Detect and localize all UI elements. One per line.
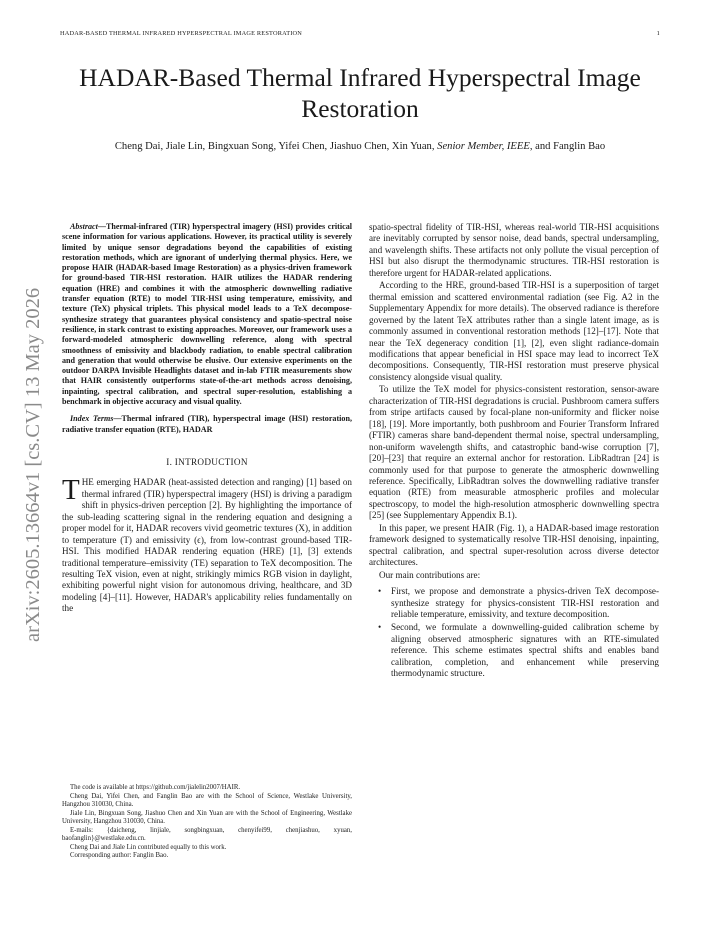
footnote-corresponding-author: Corresponding author: Fanglin Bao.	[70, 852, 169, 859]
list-item	[378, 622, 659, 679]
footnote-affiliation-engineering: Jiale Lin, Bingxuan Song, Jiashuo Chen and Xin Yuan are with the School of Engineering, Westlake University, Hangzhou 310030, China.	[62, 809, 352, 825]
body-paragraph: spatio-spectral fidelity of TIR-HSI, whereas real-world TIR-HSI acquisitions are inevitably corrupted by sensor noise, dead bands, spectral undersampling, and wavelength shifts. These artifacts not only pollute the visual perception of HSI but also disrupt the thermodynamic structures. TIR-HSI restoration is therefore urgent for HADAR-related applications.	[369, 222, 659, 278]
author-last: , and Fanglin Bao	[529, 141, 606, 152]
author-names: Cheng Dai, Jiale Lin, Bingxuan Song, Yifei Chen, Jiashuo Chen, Xin Yuan,	[114, 141, 435, 152]
right-column	[369, 222, 659, 682]
intro-paragraph	[62, 474, 352, 614]
arxiv-stamp: arXiv:2605.13664v1 [cs.CV] 13 May 2026	[22, 287, 44, 642]
page-number: 1	[656, 30, 660, 37]
running-title: HADAR-BASED THERMAL INFRARED HYPERSPECTRAL IMAGE RESTORATION	[60, 30, 303, 37]
author-list	[60, 140, 660, 154]
footnotes	[62, 784, 352, 861]
contributions-intro: Our main contributions are:	[379, 569, 481, 580]
index-terms	[62, 414, 352, 435]
index-terms-label: Index Terms	[70, 414, 114, 424]
footnote-emails: E-mails: {daicheng, linjiale, songbingxuan, chenyifei99, chenjiashuo, xyuan, baofanglin}@westlake.edu.cn.	[62, 826, 352, 842]
abstract-label: Abstract	[70, 222, 98, 231]
abstract-text: —Thermal-infrared (TIR) hyperspectral imagery (HSI) provides critical scene information for various applications. However, its practical utility is severely limited by unique sensor degradations beyond the capabilities of existing restoration methods, which are ignorant of underlying thermal physics. Here, we propose HAIR (HADAR-based Image Restoration) as a physics-driven framework for ground-based TIR-HSI restoration. HAIR utilizes the HADAR rendering equation (HRE) and combines it with the atmospheric downwelling radiative transfer equation (RTE) to model TIR-HSI using temperature, emissivity, and texture (TeX) physical triplets. This physical model leads to a TeX decompose-synthesize strategy that guarantees physical consistency and spatio-spectral noise resilience, in stark contrast to existing approaches. Moreover, our framework uses a forward-modeled atmospheric downwelling reference, along with spectral smoothness of emissivity and blackbody radiation, to enable spectral calibration and generation that would otherwise be elusive. Our extensive experiments on the outdoor DARPA Invisible Headlights dataset and in-lab FTIR measurements show that HAIR consistently outperforms state-of-the-art methods across denoising, inpainting, spectral calibration, and spectral super-resolution, establishing a benchmark in objective accuracy and visual quality.	[62, 222, 352, 407]
bullet-icon: •	[378, 622, 382, 633]
running-header	[60, 30, 660, 37]
footnote-code: The code is available at https://github.com/jialelin2007/HAIR.	[70, 784, 241, 791]
body-paragraph: To utilize the TeX model for physics-consistent restoration, sensor-aware characterization of TIR-HSI degradations is crucial. Pushbroom camera suffers from stripe artifacts caused by focal-plane non-uniformity and flicker noise [18], [19]. More importantly, both pushbroom and Fourier Transform Infrared (FTIR) cameras share band-dependent thermal noise, spectral undersampling, non-uniform wavelength shifts, and catastrophic band-wise corruption [7], [20]–[23] that require an external anchor for restoration. LibRadtran [24] is commonly used for that purpose to generate the atmospheric downwelling reference. Specifically, LibRadtran solves the downwelling radiative transfer equation (RTE) from measurable atmospheric profiles and molecular spectroscopy, to model the high-resolution atmospheric downwelling spectra [25] (see Supplementary Appendix B.1).	[369, 384, 659, 521]
contribution-text: Second, we formulate a downwelling-guided calibration scheme by aligning observed atmospheric signatures with an RTE-simulated reference. This scheme estimates spectral shifts and enables band calibration, completion, and enhancement while preserving thermodynamic structure.	[391, 622, 659, 679]
paper-title: HADAR-Based Thermal Infrared Hyperspectral Image Restoration	[79, 63, 641, 123]
section-heading-introduction: I. INTRODUCTION	[166, 456, 248, 467]
list-item	[378, 586, 659, 620]
left-column	[62, 222, 352, 615]
intro-text: HE emerging HADAR (heat-assisted detection and ranging) [1] based on thermal infrared (TIR) hyperspectral imagery (HSI) is driving a paradigm shift in physics-driven perception [2]. By highlighting the importance of the sub-leading scattering signal in the rendering equation and designing a proper model for it, HADAR recovers vivid geometric textures (X), in addition to temperature (T) and emissivity (ϵ), from low-contrast ground-based TIR-HSI. This modified HADAR rendering equation (HRE) [1], [3] extends traditional temperature–emissivity (TE) separation to TeX decomposition. The resulting TeX vision, even at night, strikingly mimics RGB vision in daylight, exhibiting powerful night vision for autonomous driving, healthcare, and 3D modeling [4]–[11]. However, HADAR's applicability relies fundamentally on the	[62, 477, 352, 614]
body-paragraph: According to the HRE, ground-based TIR-HSI is a superposition of target thermal emission and scattered environmental radiation (see Fig. A2 in the Supplementary Appendix for more details). The observed radiance is therefore governed by the latent TeX attributes rather than a single latent image, as is commonly assumed in conventional restoration methods [12]–[17]. Note that near the TeX degeneracy condition [1], [2], even slight radiance-domain modifications that appear beneficial in HSI space may lead to incorrect TeX decompositions. Consequently, TIR-HSI restoration must preserve physical consistency alongside visual quality.	[369, 280, 659, 382]
body-paragraph: In this paper, we present HAIR (Fig. 1), a HADAR-based image restoration framework designed to systematically resolve TIR-HSI denoising, inpainting, spectral calibration, and spectral super-resolution across diverse detector architectures.	[369, 522, 659, 568]
index-terms-text: —Thermal infrared (TIR), hyperspectral image (HSI) restoration, radiative transfer equation (RTE), HADAR	[62, 414, 352, 434]
bullet-icon: •	[378, 586, 382, 597]
abstract	[62, 222, 352, 407]
contribution-text: First, we propose and demonstrate a physics-driven TeX decompose-synthesize strategy for physics-consistent TIR-HSI restoration and reliable temperature, emissivity, and texture decomposition.	[391, 586, 659, 619]
contributions-list	[369, 586, 659, 680]
footnote-equal-contribution: Cheng Dai and Jiale Lin contributed equally to this work.	[70, 843, 227, 851]
footnote-affiliation-science: Cheng Dai, Yifei Chen, and Fanglin Bao are with the School of Science, Westlake University, Hangzhou 310030, China.	[62, 792, 352, 808]
dropcap: T	[62, 474, 80, 507]
author-membership: Senior Member, IEEE	[437, 141, 530, 152]
